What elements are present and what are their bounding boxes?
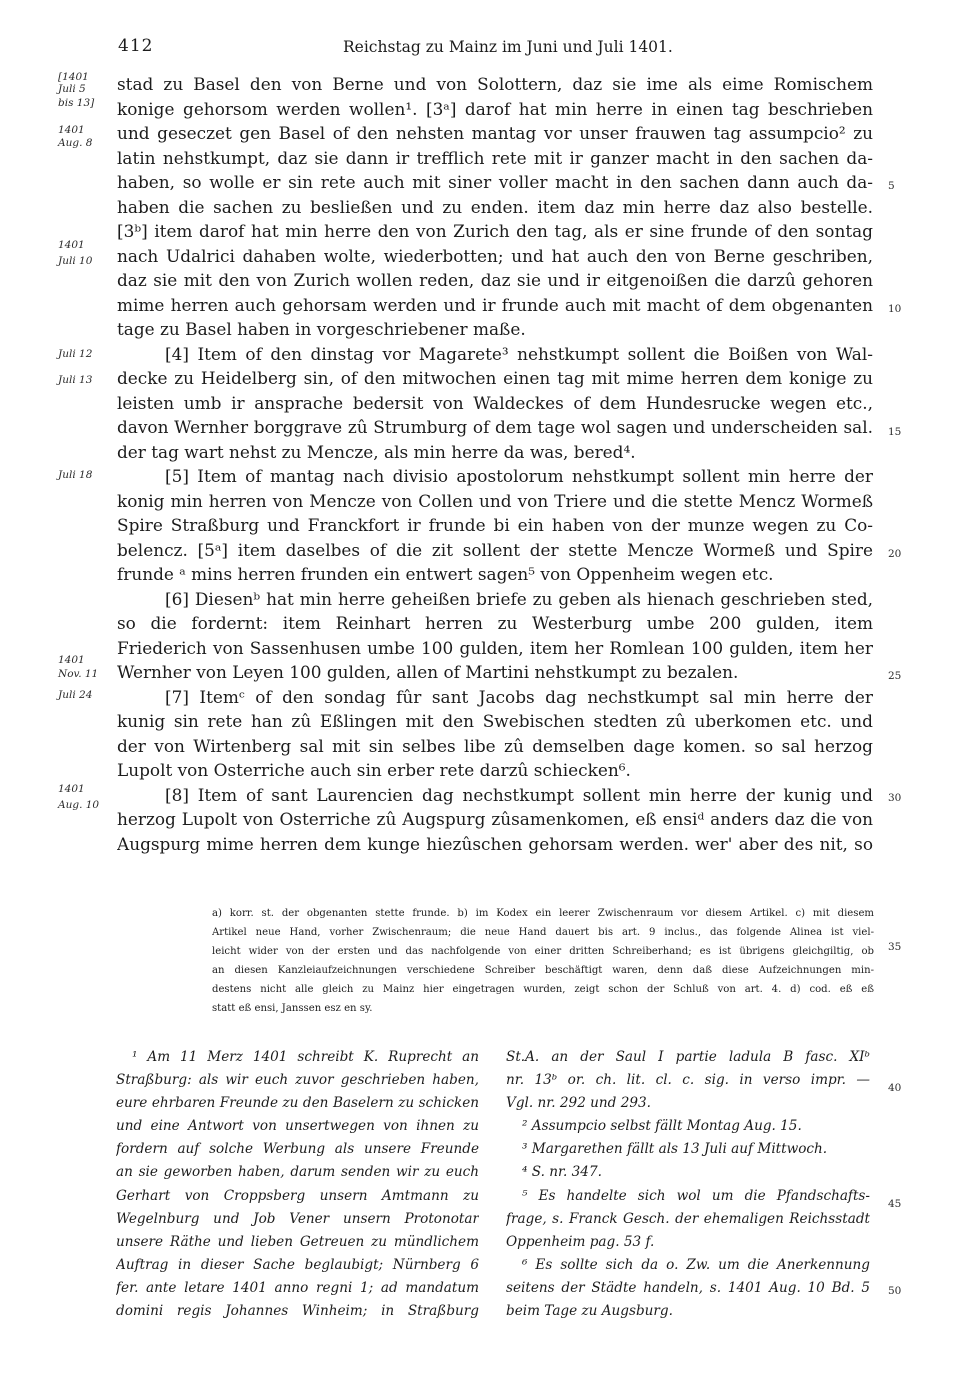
margin-date: Nov. 11 [58,668,99,680]
footnote-line: ² Assumpcio selbst fällt Montag Aug. 15. [522,1118,802,1135]
footnote-line: fordern auf solche Werbung als unsere Freunde [116,1141,479,1158]
text-line: kunig sin rete han zû Eßlingen mit den Swebischen stedten zû uberkomen etc. und [117,711,873,731]
line-number: 45 [888,1198,902,1210]
text-line: frunde ᵃ mins herren frunden ein entwert sagen⁵ von Oppenheim wegen etc. [117,564,774,584]
footnote-line: an sie geworben haben, darum senden wir zu euch [116,1164,479,1181]
text-line: Friederich von Sassenhusen umbe 100 gulden, item her Romlean 100 gulden, item her [117,637,873,658]
text-line: [4] Item of den dinstag vor Magarete³ nehstkumpt sollent die Boißen von Wal- [165,343,873,364]
text-line: herzog Lupolt von Osterriche zû Augspurg zûsamenkomen, eß ensiᵈ anders daz die von [117,809,873,829]
text-line: nach Udalrici dahaben wolte, wiederbotten; und hat auch den von Berne geschriben, [117,245,873,266]
line-number: 25 [888,670,902,682]
text-line: stad zu Basel den von Berne und von Solottern, daz sie ime als eime Romischem [117,74,873,94]
margin-date: 1401 [58,654,85,666]
text-line: [6] Diesenᵇ hat min herre geheißen briefe zu geben als hienach geschrieben sted, [165,588,873,609]
line-number: 35 [888,941,902,953]
footnote-line: ³ Margarethen fällt als 13 Juli auf Mittwoch. [522,1141,828,1158]
text-line: daz sie mit den von Zurich wollen reden, daz sie und ir eitgenoißen die darzû gehoren [117,270,873,290]
text-line: tage zu Basel haben in vorgeschriebener maße. [117,319,526,339]
apparatus-line: statt eß ensi, Janssen esz en sy. [212,1003,373,1014]
apparatus-line: leicht wider von der ersten und das nachfolgende von einer dritten Schreiberhand; es ist übrigens gleichgiltig, ob [212,946,874,957]
text-line: Augspurg mime herren dem kunge hiezûschen gehorsam werden. wer' aber des nit, so [117,833,873,854]
margin-date: [1401 [58,71,89,83]
apparatus-line: Artikel neue Hand, vorher Zwischenraum; die neue Hand dauert bis art. 9 inclus., das folgende Alinea ist viel- [212,927,874,938]
footnote-line: domini regis Johannes Winheim; in Straßburg [116,1303,479,1320]
footnote-line: ¹ Am 11 Merz 1401 schreibt K. Ruprecht an [132,1049,479,1065]
apparatus-line: an diesen Kanzleiaufzeichnungen verschiedene Schreiber beschäftigt waren, denn daß diese Aufzeichnungen min- [212,965,874,976]
text-line: Wernher von Leyen 100 gulden, allen of Martini nehstkumpt zu bezalen. [117,662,739,682]
line-number: 40 [888,1082,902,1094]
margin-date: Juli 5 [58,83,86,95]
footnote-line: und eine Antwort von unsertwegen von ihnen zu [116,1118,479,1135]
text-line: [7] Itemᶜ of den sondag fûr sant Jacobs dag nechstkumpt sal min herre der [165,686,873,707]
footnote-line: ⁵ Es handelte sich wol um die Pfandschafts- [522,1187,870,1204]
margin-date: bis 13] [58,97,95,109]
line-number: 5 [888,180,895,192]
footnote-line: Vgl. nr. 292 und 293. [506,1095,651,1112]
text-line: Spire Straßburg und Franckfort ir frunde bi ein haben von der munze wegen zu Co- [117,515,873,535]
footnote-line: Oppenheim pag. 53 f. [506,1233,655,1250]
footnote-line: ⁴ S. nr. 347. [522,1164,602,1181]
footnote-line: beim Tage zu Augsburg. [506,1303,673,1320]
footnote-line: ⁶ Es sollte sich da o. Zw. um die Anerkennung [522,1256,870,1273]
margin-date: Juli 12 [58,348,93,360]
footnote-line: nr. 13ᵇ or. ch. lit. cl. c. sig. in verso impr. — [506,1072,870,1089]
footnotes-right-column [506,1046,870,1323]
footnote-line: eure ehrbaren Freunde zu den Baselern zu schicken [116,1095,479,1112]
line-number: 10 [888,303,902,315]
footnote-line: fer. ante letare 1401 anno regni 1; ad mandatum [116,1279,479,1296]
text-line: davon Wernher borggrave zû Strumburg of dem tage wol sagen und underscheiden sal. [117,417,873,437]
apparatus-line: a) korr. st. der obgenanten stette frunde. b) im Kodex ein leerer Zwischenraum vor diesem Artikel. c) mit diesem [212,908,874,919]
text-line: konige gehorsom werden wollen¹. [3ᵃ] darof hat min herre in einen tag beschrieben [117,98,873,119]
line-number: 30 [888,792,902,804]
text-line: [5] Item of mantag nach divisio apostolorum nehstkumpt sollent min herre der [165,466,873,486]
main-text [117,72,873,856]
footnote-line: Gerhart von Croppsberg unsern Amtmann zu [116,1187,479,1204]
text-line: so die fordernt: item Reinhart herren zu Westerburg umbe 200 gulden, item [117,613,873,633]
margin-date: Juli 24 [58,689,93,701]
text-line: der von Wirtenberg sal mit sin selbes libe zû demselben dage komen. so sal herzog [117,735,873,756]
margin-date: 1401 [58,239,85,251]
page-number: 412 [118,36,154,56]
line-number: 50 [888,1285,902,1297]
footnote-line: St.A. an der Saul I partie ladula B fasc. XIᵇ [506,1049,870,1065]
footnote-line: Straßburg: als wir euch zuvor geschrieben haben, [116,1072,479,1089]
footnote-line: unsere Räthe und lieben Getreuen zu mündlichem [116,1233,479,1250]
text-line: [3ᵇ] item darof hat min herre den von Zurich den tag, als er sine frunde of den sontag [117,221,873,241]
footnote-line: Wegelnburg und Job Vener unsern Protonotar [116,1210,479,1227]
apparatus-line: destens nicht alle gleich zu Mainz hier eingetragen wurden, zeigt schon der Schluß von art. 4. d) cod. eß eß [212,984,874,995]
line-number: 20 [888,548,902,560]
margin-date: Juli 10 [58,255,93,267]
text-line: konig min herren von Mencze von Collen und von Triere und die stette Mencz Wormeß [117,490,873,511]
text-line: und geseczet gen Basel of den nehsten mantag vor unser frauwen tag assumpcio² zu [117,123,873,143]
text-line: leisten umb ir ansprache bedersit von Waldeckes of dem Hundesrucke wegen etc., [117,392,873,413]
footnote-line: frage, s. Franck Gesch. der ehemaligen Reichsstadt [506,1210,870,1227]
text-line: decke zu Heidelberg sin, of den mitwochen einen tag mit mime herren dem konige zu [117,368,873,388]
margin-date: 1401 [58,783,85,795]
text-line: [8] Item of sant Laurencien dag nechstkumpt sollent min herre der kunig und [165,784,873,805]
text-line: der tag wart nehst zu Mencze, als min herre da was, bered⁴. [117,441,636,462]
line-number: 15 [888,426,902,438]
text-line: haben die sachen zu besließen und zu enden. item daz min herre daz also bestelle. [117,196,873,217]
text-line: latin nehstkumpt, daz sie dann ir trefflich rete mit ir ganzer macht in den sachen da- [117,147,873,168]
margin-date: Juli 18 [58,469,93,481]
variant-apparatus [212,904,874,1018]
text-line: mime herren auch gehorsam werden und ir frunde auch mit macht of dem obgenanten [117,294,873,315]
running-title: Reichstag zu Mainz im Juni und Juli 1401. [343,38,673,56]
margin-date: Aug. 10 [58,799,100,811]
text-line: haben, so wolle er sin rete auch mit siner voller macht in den sachen dann auch da- [117,172,873,192]
text-line: belencz. [5ᵃ] item daselbes of die zit sollent der stette Mencze Wormeß und Spire [117,539,873,560]
margin-date: Aug. 8 [58,137,93,149]
margin-date: Juli 13 [58,374,93,386]
footnote-line: seitens der Städte handeln, s. 1401 Aug. 10 Bd. 5 [506,1279,870,1296]
margin-date: 1401 [58,124,85,136]
footnotes-left-column [116,1046,479,1323]
text-line: Lupolt von Osterriche auch sin erber rete darzû schiecken⁶. [117,760,631,780]
footnote-line: Auftrag in dieser Sache beglaubigt; Nürnberg 6 [116,1256,479,1273]
